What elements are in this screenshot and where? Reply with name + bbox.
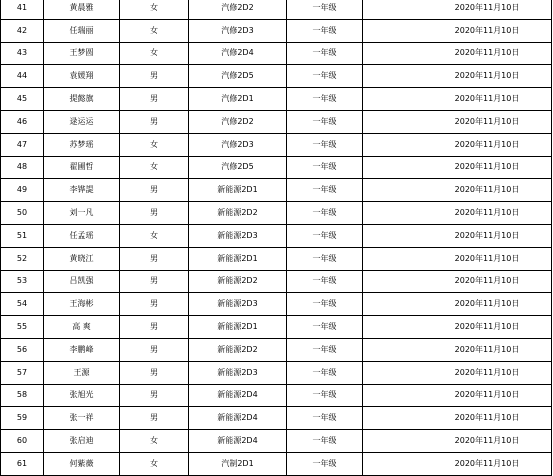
date-cell: 2020年11月10日 bbox=[363, 110, 552, 133]
student-name-cell: 袁媛翔 bbox=[44, 65, 120, 88]
table-row bbox=[1, 270, 552, 293]
grade-cell: 一年级 bbox=[287, 179, 363, 202]
row-number-cell: 46 bbox=[1, 110, 44, 133]
date-cell: 2020年11月10日 bbox=[363, 361, 552, 384]
class-cell: 汽修2D3 bbox=[189, 133, 287, 156]
gender-cell: 男 bbox=[120, 110, 189, 133]
student-name-cell: 苏梦瑶 bbox=[44, 133, 120, 156]
table-body bbox=[1, 0, 552, 475]
grade-cell: 一年级 bbox=[287, 156, 363, 179]
date-cell: 2020年11月10日 bbox=[363, 430, 552, 453]
table-row bbox=[1, 452, 552, 475]
table-row bbox=[1, 156, 552, 179]
date-cell: 2020年11月10日 bbox=[363, 19, 552, 42]
student-name-cell: 黄晨雅 bbox=[44, 0, 120, 19]
date-cell: 2020年11月10日 bbox=[363, 202, 552, 225]
student-name-cell: 王源 bbox=[44, 361, 120, 384]
class-cell: 汽制2D1 bbox=[189, 452, 287, 475]
table-row bbox=[1, 293, 552, 316]
class-cell: 新能源2D1 bbox=[189, 247, 287, 270]
gender-cell: 男 bbox=[120, 65, 189, 88]
student-name-cell: 张旭光 bbox=[44, 384, 120, 407]
gender-cell: 男 bbox=[120, 293, 189, 316]
student-name-cell: 任孟瑶 bbox=[44, 224, 120, 247]
grade-cell: 一年级 bbox=[287, 338, 363, 361]
student-name-cell: 何紫薇 bbox=[44, 452, 120, 475]
date-cell: 2020年11月10日 bbox=[363, 224, 552, 247]
row-number-cell: 56 bbox=[1, 338, 44, 361]
student-name-cell: 刘一凡 bbox=[44, 202, 120, 225]
grade-cell: 一年级 bbox=[287, 88, 363, 111]
row-number-cell: 49 bbox=[1, 179, 44, 202]
gender-cell: 女 bbox=[120, 42, 189, 65]
date-cell: 2020年11月10日 bbox=[363, 293, 552, 316]
grade-cell: 一年级 bbox=[287, 110, 363, 133]
table-row bbox=[1, 316, 552, 339]
gender-cell: 女 bbox=[120, 133, 189, 156]
row-number-cell: 45 bbox=[1, 88, 44, 111]
row-number-cell: 51 bbox=[1, 224, 44, 247]
row-number-cell: 54 bbox=[1, 293, 44, 316]
grade-cell: 一年级 bbox=[287, 361, 363, 384]
gender-cell: 男 bbox=[120, 361, 189, 384]
table-row bbox=[1, 65, 552, 88]
class-cell: 汽修2D5 bbox=[189, 156, 287, 179]
gender-cell: 男 bbox=[120, 179, 189, 202]
class-cell: 新能源2D4 bbox=[189, 407, 287, 430]
date-cell: 2020年11月10日 bbox=[363, 407, 552, 430]
gender-cell: 女 bbox=[120, 156, 189, 179]
grade-cell: 一年级 bbox=[287, 452, 363, 475]
student-name-cell: 李鹏峰 bbox=[44, 338, 120, 361]
gender-cell: 男 bbox=[120, 384, 189, 407]
class-cell: 汽修2D2 bbox=[189, 0, 287, 19]
date-cell: 2020年11月10日 bbox=[363, 133, 552, 156]
table-row bbox=[1, 19, 552, 42]
gender-cell: 女 bbox=[120, 224, 189, 247]
table-row bbox=[1, 88, 552, 111]
gender-cell: 男 bbox=[120, 270, 189, 293]
row-number-cell: 59 bbox=[1, 407, 44, 430]
grade-cell: 一年级 bbox=[287, 407, 363, 430]
class-cell: 汽修2D5 bbox=[189, 65, 287, 88]
row-number-cell: 47 bbox=[1, 133, 44, 156]
date-cell: 2020年11月10日 bbox=[363, 42, 552, 65]
table-row bbox=[1, 384, 552, 407]
student-name-cell: 张一祥 bbox=[44, 407, 120, 430]
grade-cell: 一年级 bbox=[287, 293, 363, 316]
student-name-cell: 提懿旗 bbox=[44, 88, 120, 111]
student-name-cell: 王海彬 bbox=[44, 293, 120, 316]
grade-cell: 一年级 bbox=[287, 65, 363, 88]
row-number-cell: 41 bbox=[1, 0, 44, 19]
date-cell: 2020年11月10日 bbox=[363, 179, 552, 202]
student-name-cell: 高 爽 bbox=[44, 316, 120, 339]
gender-cell: 男 bbox=[120, 247, 189, 270]
student-name-cell: 李铧諟 bbox=[44, 179, 120, 202]
student-name-cell: 张启迪 bbox=[44, 430, 120, 453]
date-cell: 2020年11月10日 bbox=[363, 452, 552, 475]
class-cell: 新能源2D2 bbox=[189, 270, 287, 293]
table-row bbox=[1, 247, 552, 270]
gender-cell: 女 bbox=[120, 430, 189, 453]
class-cell: 新能源2D4 bbox=[189, 384, 287, 407]
grade-cell: 一年级 bbox=[287, 19, 363, 42]
grade-cell: 一年级 bbox=[287, 42, 363, 65]
class-cell: 新能源2D3 bbox=[189, 224, 287, 247]
table-row bbox=[1, 224, 552, 247]
table-row bbox=[1, 361, 552, 384]
class-cell: 新能源2D3 bbox=[189, 361, 287, 384]
row-number-cell: 50 bbox=[1, 202, 44, 225]
date-cell: 2020年11月10日 bbox=[363, 247, 552, 270]
class-cell: 汽修2D4 bbox=[189, 42, 287, 65]
row-number-cell: 43 bbox=[1, 42, 44, 65]
gender-cell: 男 bbox=[120, 338, 189, 361]
grade-cell: 一年级 bbox=[287, 316, 363, 339]
student-name-cell: 任瑞丽 bbox=[44, 19, 120, 42]
date-cell: 2020年11月10日 bbox=[363, 156, 552, 179]
student-name-cell: 王梦圆 bbox=[44, 42, 120, 65]
student-name-cell: 黄晓江 bbox=[44, 247, 120, 270]
table-row bbox=[1, 42, 552, 65]
table-row bbox=[1, 338, 552, 361]
row-number-cell: 60 bbox=[1, 430, 44, 453]
grade-cell: 一年级 bbox=[287, 0, 363, 19]
table-row bbox=[1, 202, 552, 225]
grade-cell: 一年级 bbox=[287, 247, 363, 270]
date-cell: 2020年11月10日 bbox=[363, 384, 552, 407]
row-number-cell: 55 bbox=[1, 316, 44, 339]
date-cell: 2020年11月10日 bbox=[363, 270, 552, 293]
table-row bbox=[1, 430, 552, 453]
row-number-cell: 61 bbox=[1, 452, 44, 475]
date-cell: 2020年11月10日 bbox=[363, 65, 552, 88]
class-cell: 新能源2D1 bbox=[189, 316, 287, 339]
grade-cell: 一年级 bbox=[287, 270, 363, 293]
class-cell: 新能源2D4 bbox=[189, 430, 287, 453]
student-name-cell: 翟圃哲 bbox=[44, 156, 120, 179]
gender-cell: 男 bbox=[120, 202, 189, 225]
gender-cell: 男 bbox=[120, 407, 189, 430]
gender-cell: 女 bbox=[120, 19, 189, 42]
row-number-cell: 48 bbox=[1, 156, 44, 179]
gender-cell: 男 bbox=[120, 316, 189, 339]
grade-cell: 一年级 bbox=[287, 133, 363, 156]
date-cell: 2020年11月10日 bbox=[363, 0, 552, 19]
row-number-cell: 44 bbox=[1, 65, 44, 88]
class-cell: 汽修2D3 bbox=[189, 19, 287, 42]
class-cell: 新能源2D1 bbox=[189, 179, 287, 202]
date-cell: 2020年11月10日 bbox=[363, 316, 552, 339]
row-number-cell: 42 bbox=[1, 19, 44, 42]
gender-cell: 男 bbox=[120, 88, 189, 111]
date-cell: 2020年11月10日 bbox=[363, 88, 552, 111]
class-cell: 新能源2D2 bbox=[189, 338, 287, 361]
table-row bbox=[1, 0, 552, 19]
gender-cell: 女 bbox=[120, 452, 189, 475]
table-row bbox=[1, 133, 552, 156]
grade-cell: 一年级 bbox=[287, 202, 363, 225]
row-number-cell: 57 bbox=[1, 361, 44, 384]
date-cell: 2020年11月10日 bbox=[363, 338, 552, 361]
class-cell: 汽修2D2 bbox=[189, 110, 287, 133]
row-number-cell: 53 bbox=[1, 270, 44, 293]
grade-cell: 一年级 bbox=[287, 224, 363, 247]
class-cell: 新能源2D3 bbox=[189, 293, 287, 316]
row-number-cell: 52 bbox=[1, 247, 44, 270]
table-row bbox=[1, 407, 552, 430]
class-cell: 新能源2D2 bbox=[189, 202, 287, 225]
grade-cell: 一年级 bbox=[287, 384, 363, 407]
class-cell: 汽修2D1 bbox=[189, 88, 287, 111]
table-row bbox=[1, 179, 552, 202]
row-number-cell: 58 bbox=[1, 384, 44, 407]
table-row bbox=[1, 110, 552, 133]
student-name-cell: 逯运运 bbox=[44, 110, 120, 133]
grade-cell: 一年级 bbox=[287, 430, 363, 453]
student-name-cell: 吕凯强 bbox=[44, 270, 120, 293]
gender-cell: 女 bbox=[120, 0, 189, 19]
